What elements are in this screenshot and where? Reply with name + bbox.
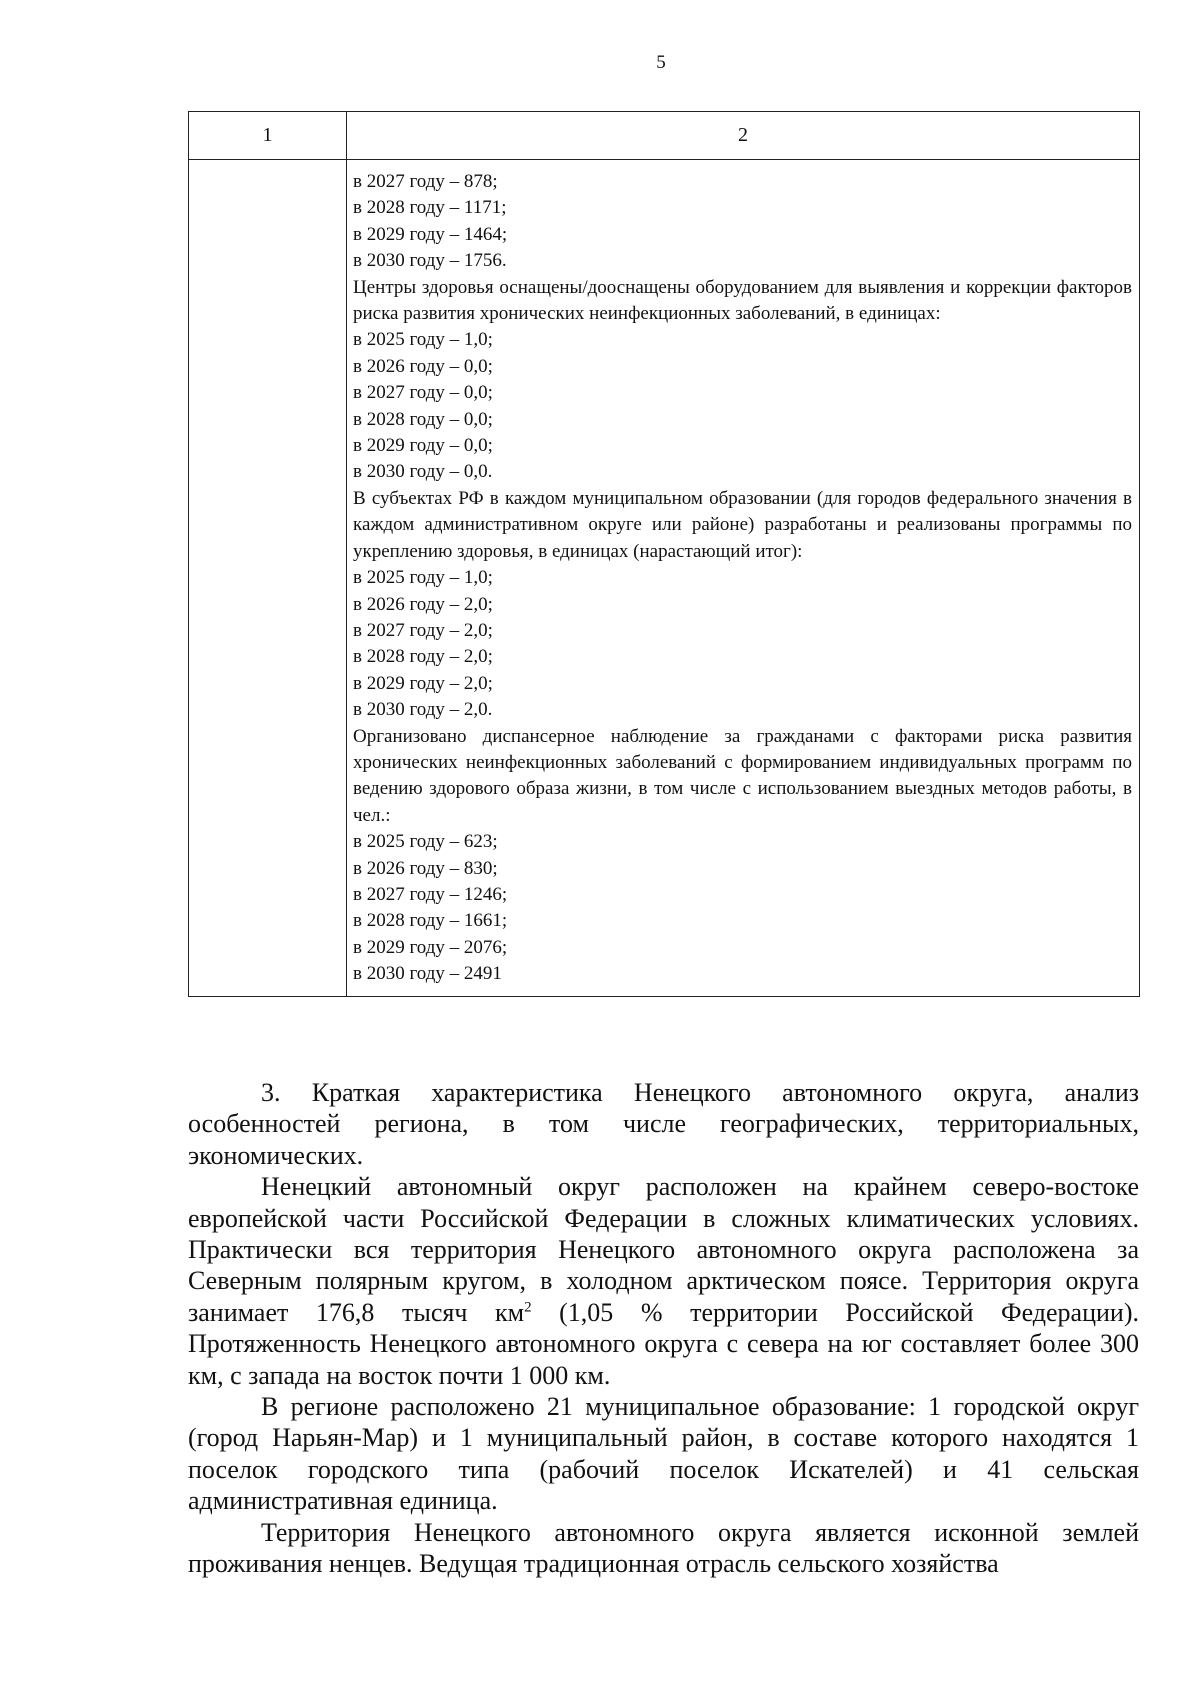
year-value-line: в 2026 году – 830;: [353, 857, 498, 879]
year-value-line: в 2029 году – 2076;: [353, 936, 508, 958]
page-number: 5: [656, 52, 666, 73]
data-table: [188, 111, 1140, 997]
paragraph-text-territory-end: (1,05 % территории Российской Федерации). Протяженность Ненецкого автономного округа с севера на юг составляет более 300 км, с запада на восток почти 1 000 км.: [188, 1297, 1140, 1390]
year-value-line: в 2028 году – 2,0;: [353, 646, 493, 668]
year-value-line: в 2028 году – 1661;: [353, 910, 508, 932]
year-value-line: в 2030 году – 1756.: [353, 250, 507, 272]
year-value-line: в 2026 году – 0,0;: [353, 355, 493, 377]
paragraph-text: Ненецкий автономный округ расположен на крайнем северо-востоке европейской части Российской Федерации в сложных климатических условиях. Практически вся территория Ненецкого автономного округа расположена за Северным полярным кругом, в холодном арктическом поясе.: [188, 1172, 1139, 1296]
year-value-line: в 2028 году – 0,0;: [353, 408, 493, 430]
header-col-1: 1: [189, 112, 347, 160]
year-value-line: в 2026 году – 2,0;: [353, 593, 493, 615]
year-value-line: в 2027 году – 878;: [353, 171, 498, 192]
superscript-2: 2: [524, 1299, 532, 1316]
year-value-line: в 2029 году – 2,0;: [353, 672, 493, 694]
paragraph-text-territory: Территория округа занимает 176,8 тысяч км: [188, 1266, 1139, 1327]
year-value-line: в 2025 году – 623;: [353, 831, 498, 853]
table-cell-col-2: [347, 160, 1140, 997]
body-paragraph: [188, 1171, 1139, 1391]
year-value-line: в 2030 году – 2491: [353, 963, 502, 985]
cell-content: [347, 160, 1139, 996]
indicator-health-centers: Центры здоровья оснащены/дооснащены оборудованием для выявления и коррекции факторов риска развития хронических неинфекционных заболеваний, в единицах:: [353, 276, 1132, 325]
table-cell-col-1: [189, 160, 347, 997]
year-value-line: в 2028 году – 1171;: [353, 197, 507, 219]
indicator-health-programs: В субъектах РФ в каждом муниципальном образовании (для городов федерального значения в каждом административном округе или районе) разработаны и реализованы программы по укреплению здоровья, в единицах (нарастающий итог):: [353, 487, 1132, 562]
body-paragraph: В регионе расположено 21 муниципальное образование: 1 городской округ (город Нарьян-Мар) и 1 муниципальный район, в составе которого находятся 1 поселок городского типа (рабочий поселок Искателей) и 41 сельская административная единица.: [188, 1392, 1139, 1516]
table-row: [189, 160, 1140, 997]
year-value-line: в 2029 году – 0,0;: [353, 435, 493, 457]
indicator-dispensary-observation: Организовано диспансерное наблюдение за гражданами с факторами риска развития хронических неинфекционных заболеваний с формированием индивидуальных программ по ведению здорового образа жизни, в том числе с использованием выездных методов работы, в чел.:: [353, 725, 1132, 826]
year-value-line: в 2025 году – 1,0;: [353, 329, 493, 351]
year-value-line: в 2029 году – 1464;: [353, 223, 508, 245]
header-col-2: 2: [347, 112, 1140, 160]
year-value-line: в 2030 году – 2,0.: [353, 699, 493, 721]
body-paragraph: Территория Ненецкого автономного округа является исконной землей проживания ненцев. Ведущая традиционная отрасль сельского хозяйства: [188, 1517, 1139, 1579]
year-value-line: в 2027 году – 2,0;: [353, 619, 493, 641]
body-text: [188, 1077, 1139, 1580]
table-header-row: [189, 112, 1140, 160]
year-value-line: в 2030 году – 0,0.: [353, 461, 493, 483]
section-heading-paragraph: 3. Краткая характеристика Ненецкого автономного округа, анализ особенностей региона, в том числе географических, территориальных, экономических.: [188, 1078, 1139, 1170]
year-value-line: в 2027 году – 1246;: [353, 883, 508, 905]
year-value-line: в 2025 году – 1,0;: [353, 567, 493, 589]
year-value-line: в 2027 году – 0,0;: [353, 382, 493, 404]
